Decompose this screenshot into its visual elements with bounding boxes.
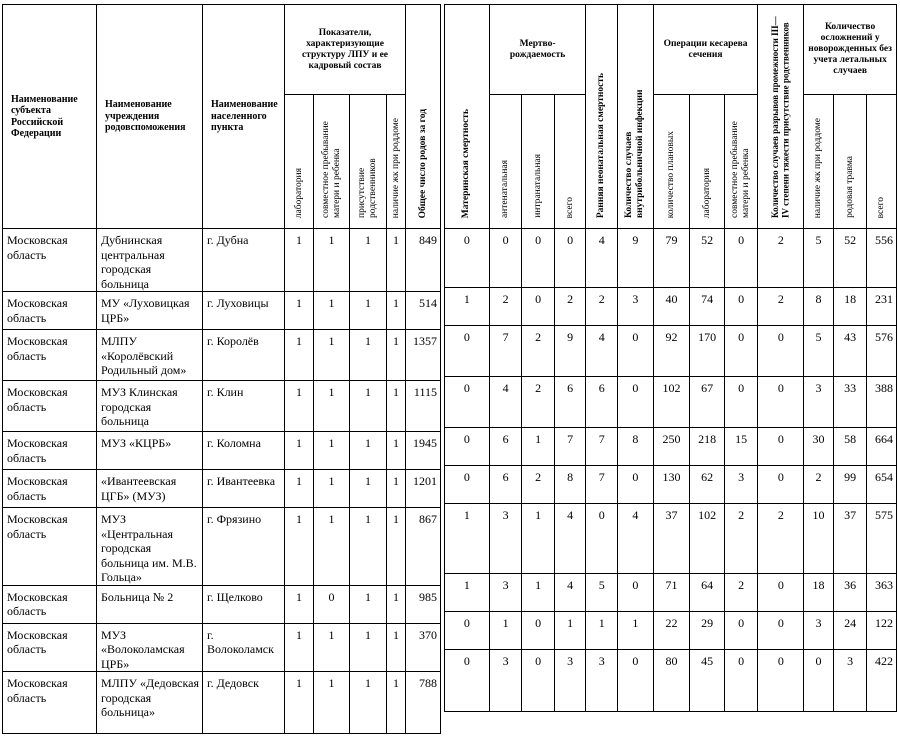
value-cell: 22	[653, 612, 690, 650]
table-row	[3, 381, 441, 432]
table-row	[3, 470, 441, 508]
header-ruptures-cell	[758, 5, 804, 229]
value-cell: 0	[758, 326, 804, 377]
header-lpu-structure: Показатели, характеризующие структуру ЛПУ и ее кадровый состав	[285, 5, 406, 95]
value-cell: 3	[489, 504, 522, 574]
header-total: всего	[564, 196, 575, 218]
locality-cell: г. Дедовск	[203, 672, 285, 734]
value-cell: 2	[586, 288, 618, 326]
subject-cell: Московская область	[3, 585, 97, 623]
value-cell: 43	[833, 326, 867, 377]
value-cell: 556	[867, 229, 897, 288]
value-cell: 4	[586, 326, 618, 377]
value-cell: 250	[653, 428, 690, 466]
value-cell: 0	[445, 612, 490, 650]
value-cell: 1	[445, 288, 490, 326]
value-cell: 0	[445, 229, 490, 288]
value-cell: 0	[724, 288, 758, 326]
value-cell: 2	[522, 326, 555, 377]
value-cell: 1	[522, 504, 555, 574]
births-cell: 514	[406, 292, 441, 330]
value-cell: 1	[285, 585, 314, 623]
value-cell: 74	[690, 288, 725, 326]
value-cell: 0	[758, 466, 804, 504]
table-row	[445, 612, 897, 650]
value-cell: 1	[350, 229, 387, 292]
value-cell: 0	[522, 650, 555, 712]
locality-cell: г. Клин	[203, 381, 285, 432]
value-cell: 2	[758, 229, 804, 288]
value-cell: 36	[833, 574, 867, 612]
header-intranatal: интранатальная	[532, 154, 543, 218]
value-cell: 1	[350, 330, 387, 381]
locality-cell: г. Фрязино	[203, 508, 285, 586]
subject-cell: Московская область	[3, 508, 97, 586]
header-intranatal-cell	[522, 95, 555, 229]
subject-cell: Московская область	[3, 330, 97, 381]
value-cell: 67	[690, 377, 725, 428]
value-cell: 1	[350, 292, 387, 330]
institution-cell: Дубнинская центральная городская больница	[97, 229, 203, 292]
value-cell: 1	[522, 428, 555, 466]
header-relatives: присутствие родственников	[357, 158, 378, 218]
value-cell: 6	[586, 377, 618, 428]
value-cell: 130	[653, 466, 690, 504]
value-cell: 1	[285, 470, 314, 508]
header-joint-cell	[314, 95, 350, 229]
value-cell: 2	[522, 466, 555, 504]
header-infections: Количество случаев внутрибольничной инфекции	[624, 89, 646, 218]
value-cell: 0	[758, 574, 804, 612]
header-subject: Наименование субъекта Российской Федерации	[3, 5, 97, 229]
subject-cell: Московская область	[3, 292, 97, 330]
value-cell: 10	[804, 504, 834, 574]
value-cell: 6	[489, 466, 522, 504]
births-cell: 985	[406, 585, 441, 623]
header-cesarean: Операции кесарева сечения	[653, 5, 758, 95]
value-cell: 1	[387, 470, 406, 508]
header-neonatal-cell	[586, 5, 618, 229]
value-cell: 1	[387, 381, 406, 432]
value-cell: 1	[350, 432, 387, 470]
value-cell: 0	[804, 650, 834, 712]
value-cell: 18	[804, 574, 834, 612]
header-lab-cell	[285, 95, 314, 229]
value-cell: 52	[833, 229, 867, 288]
value-cell: 8	[618, 428, 654, 466]
value-cell: 3	[489, 574, 522, 612]
table-row	[3, 229, 441, 292]
header-complications: Количество осложнений у новорожденных без учета летальных случаев	[804, 5, 897, 95]
value-cell: 1	[285, 508, 314, 586]
value-cell: 3	[554, 650, 586, 712]
value-cell: 218	[690, 428, 725, 466]
left-table	[2, 4, 441, 734]
value-cell: 64	[690, 574, 725, 612]
institution-cell: МУ «Луховицкая ЦРБ»	[97, 292, 203, 330]
header-consult2: наличие жк при роддоме	[813, 117, 824, 218]
value-cell: 1	[314, 508, 350, 586]
births-cell: 788	[406, 672, 441, 734]
institution-cell: МУЗ «Центральная городская больница им. М.В. Гольца»	[97, 508, 203, 586]
value-cell: 1	[314, 381, 350, 432]
value-cell: 1	[314, 623, 350, 672]
value-cell: 71	[653, 574, 690, 612]
value-cell: 1	[285, 292, 314, 330]
value-cell: 3	[724, 466, 758, 504]
subject-cell: Московская область	[3, 470, 97, 508]
header-relatives-cell	[350, 95, 387, 229]
value-cell: 0	[724, 377, 758, 428]
value-cell: 5	[586, 574, 618, 612]
value-cell: 0	[758, 650, 804, 712]
header-joint2: совместное пребывание матери и ребенка	[730, 121, 752, 218]
value-cell: 0	[758, 612, 804, 650]
value-cell: 1	[314, 672, 350, 734]
value-cell: 4	[489, 377, 522, 428]
value-cell: 576	[867, 326, 897, 377]
value-cell: 0	[445, 428, 490, 466]
value-cell: 4	[554, 504, 586, 574]
header-planned: количество плановых	[665, 130, 676, 218]
value-cell: 0	[445, 326, 490, 377]
table-row	[445, 428, 897, 466]
value-cell: 5	[804, 326, 834, 377]
value-cell: 0	[522, 229, 555, 288]
header-planned-cell	[653, 95, 690, 229]
value-cell: 24	[833, 612, 867, 650]
value-cell: 1	[350, 381, 387, 432]
value-cell: 1	[489, 612, 522, 650]
value-cell: 654	[867, 466, 897, 504]
value-cell: 8	[554, 466, 586, 504]
value-cell: 80	[653, 650, 690, 712]
institution-cell: МУЗ Клинская городская больница	[97, 381, 203, 432]
subject-cell: Московская область	[3, 381, 97, 432]
header-total-cell	[554, 95, 586, 229]
value-cell: 33	[833, 377, 867, 428]
table-row	[3, 585, 441, 623]
value-cell: 0	[758, 428, 804, 466]
value-cell: 1	[618, 612, 654, 650]
table-row	[3, 623, 441, 672]
value-cell: 1	[387, 623, 406, 672]
header-joint-stay: совместное пребывание матери и ребенка	[320, 121, 342, 218]
value-cell: 5	[804, 229, 834, 288]
births-cell: 1115	[406, 381, 441, 432]
value-cell: 3	[489, 650, 522, 712]
subject-cell: Московская область	[3, 623, 97, 672]
value-cell: 3	[586, 650, 618, 712]
value-cell: 0	[724, 612, 758, 650]
table-row	[445, 574, 897, 612]
value-cell: 0	[522, 612, 555, 650]
value-cell: 4	[618, 504, 654, 574]
value-cell: 3	[804, 377, 834, 428]
header-births-cell	[406, 5, 441, 229]
value-cell: 0	[618, 377, 654, 428]
header-trauma-cell	[833, 95, 867, 229]
value-cell: 102	[653, 377, 690, 428]
value-cell: 1	[314, 432, 350, 470]
value-cell: 0	[618, 326, 654, 377]
value-cell: 0	[618, 466, 654, 504]
institution-cell: МУЗ «Волоколамская ЦРБ»	[97, 623, 203, 672]
value-cell: 1	[314, 229, 350, 292]
value-cell: 8	[804, 288, 834, 326]
table-row	[3, 672, 441, 734]
value-cell: 0	[724, 650, 758, 712]
value-cell: 4	[554, 574, 586, 612]
value-cell: 0	[445, 377, 490, 428]
value-cell: 7	[489, 326, 522, 377]
value-cell: 1	[586, 612, 618, 650]
table-row	[445, 229, 897, 288]
header-locality: Наименование населенного пункта	[203, 5, 285, 229]
value-cell: 79	[653, 229, 690, 288]
header-stillbirth: Мертво-рождаемость	[489, 5, 586, 95]
value-cell: 1	[314, 292, 350, 330]
table-row	[445, 504, 897, 574]
value-cell: 37	[833, 504, 867, 574]
value-cell: 1	[285, 672, 314, 734]
value-cell: 7	[554, 428, 586, 466]
value-cell: 2	[554, 288, 586, 326]
births-cell: 1357	[406, 330, 441, 381]
value-cell: 40	[653, 288, 690, 326]
value-cell: 0	[489, 229, 522, 288]
value-cell: 0	[522, 288, 555, 326]
value-cell: 170	[690, 326, 725, 377]
header-antenatal-cell	[489, 95, 522, 229]
value-cell: 92	[653, 326, 690, 377]
institution-cell: МУЗ «КЦРБ»	[97, 432, 203, 470]
value-cell: 1	[445, 504, 490, 574]
institution-cell: Больница № 2	[97, 585, 203, 623]
locality-cell: г. Коломна	[203, 432, 285, 470]
institution-cell: «Ивантеевская ЦГБ» (МУЗ)	[97, 470, 203, 508]
value-cell: 99	[833, 466, 867, 504]
locality-cell: г. Луховицы	[203, 292, 285, 330]
table-row	[3, 330, 441, 381]
value-cell: 1	[285, 330, 314, 381]
table-row	[445, 377, 897, 428]
locality-cell: г. Волоколамск	[203, 623, 285, 672]
value-cell: 0	[554, 229, 586, 288]
value-cell: 0	[586, 504, 618, 574]
value-cell: 422	[867, 650, 897, 712]
value-cell: 122	[867, 612, 897, 650]
value-cell: 58	[833, 428, 867, 466]
value-cell: 1	[387, 292, 406, 330]
header-maternal-cell	[445, 5, 490, 229]
value-cell: 2	[758, 504, 804, 574]
value-cell: 29	[690, 612, 725, 650]
header-total2: всего	[876, 196, 887, 218]
value-cell: 1	[314, 470, 350, 508]
value-cell: 1	[387, 585, 406, 623]
value-cell: 1	[445, 574, 490, 612]
births-cell: 1201	[406, 470, 441, 508]
births-cell: 867	[406, 508, 441, 586]
value-cell: 0	[445, 466, 490, 504]
births-cell: 370	[406, 623, 441, 672]
value-cell: 575	[867, 504, 897, 574]
subject-cell: Московская область	[3, 432, 97, 470]
value-cell: 7	[586, 466, 618, 504]
header-maternal: Материнская смертность	[461, 108, 472, 218]
value-cell: 1	[350, 672, 387, 734]
births-cell: 1945	[406, 432, 441, 470]
value-cell: 9	[618, 229, 654, 288]
value-cell: 1	[350, 623, 387, 672]
value-cell: 3	[804, 612, 834, 650]
value-cell: 1	[554, 612, 586, 650]
value-cell: 3	[833, 650, 867, 712]
value-cell: 15	[724, 428, 758, 466]
value-cell: 52	[690, 229, 725, 288]
header-consult: наличие жк при роддоме	[390, 117, 401, 218]
header-births: Общее число родов за год	[417, 108, 428, 218]
value-cell: 1	[285, 229, 314, 292]
value-cell: 2	[522, 377, 555, 428]
value-cell: 0	[618, 650, 654, 712]
value-cell: 1	[387, 229, 406, 292]
value-cell: 3	[618, 288, 654, 326]
locality-cell: г. Щелково	[203, 585, 285, 623]
value-cell: 30	[804, 428, 834, 466]
table-row	[445, 650, 897, 712]
value-cell: 1	[350, 585, 387, 623]
header-ruptures: Количество случаев разрывов промежности III—IV степени тяжести присутствие родственников	[770, 16, 791, 218]
value-cell: 18	[833, 288, 867, 326]
table-row	[445, 326, 897, 377]
header-lab2: лаборатория	[701, 167, 712, 218]
header-joint2-cell	[724, 95, 758, 229]
value-cell: 7	[586, 428, 618, 466]
value-cell: 1	[350, 508, 387, 586]
value-cell: 1	[285, 381, 314, 432]
subject-cell: Московская область	[3, 672, 97, 734]
value-cell: 0	[618, 574, 654, 612]
value-cell: 1	[387, 508, 406, 586]
value-cell: 664	[867, 428, 897, 466]
value-cell: 102	[690, 504, 725, 574]
header-antenatal: антенатальная	[500, 159, 511, 218]
value-cell: 0	[724, 326, 758, 377]
value-cell: 6	[489, 428, 522, 466]
table-row	[445, 288, 897, 326]
right-table	[444, 4, 897, 712]
value-cell: 1	[387, 330, 406, 381]
value-cell: 0	[314, 585, 350, 623]
value-cell: 1	[387, 432, 406, 470]
institution-cell: МЛПУ «Дедовская городская больница»	[97, 672, 203, 734]
header-total2-cell	[867, 95, 897, 229]
table-row	[3, 432, 441, 470]
value-cell: 231	[867, 288, 897, 326]
value-cell: 1	[314, 330, 350, 381]
value-cell: 1	[285, 623, 314, 672]
value-cell: 62	[690, 466, 725, 504]
value-cell: 2	[758, 288, 804, 326]
value-cell: 1	[387, 672, 406, 734]
value-cell: 6	[554, 377, 586, 428]
header-consult2-cell	[804, 95, 834, 229]
value-cell: 1	[285, 432, 314, 470]
header-neonatal: Ранняя неонатальная смертность	[596, 72, 607, 218]
value-cell: 388	[867, 377, 897, 428]
value-cell: 363	[867, 574, 897, 612]
value-cell: 9	[554, 326, 586, 377]
header-lab: лаборатория	[293, 167, 304, 218]
value-cell: 2	[724, 574, 758, 612]
header-infections-cell	[618, 5, 654, 229]
value-cell: 1	[522, 574, 555, 612]
value-cell: 4	[586, 229, 618, 288]
locality-cell: г. Ивантеевка	[203, 470, 285, 508]
value-cell: 0	[758, 377, 804, 428]
header-lab2-cell	[690, 95, 725, 229]
births-cell: 849	[406, 229, 441, 292]
value-cell: 2	[724, 504, 758, 574]
table-row	[3, 508, 441, 586]
header-institution: Наименование учреждения родовспоможения	[97, 5, 203, 229]
value-cell: 2	[804, 466, 834, 504]
value-cell: 1	[350, 470, 387, 508]
value-cell: 45	[690, 650, 725, 712]
locality-cell: г. Дубна	[203, 229, 285, 292]
value-cell: 0	[724, 229, 758, 288]
subject-cell: Московская область	[3, 229, 97, 292]
header-trauma: родовая травма	[844, 156, 855, 218]
table-row	[3, 292, 441, 330]
value-cell: 37	[653, 504, 690, 574]
header-consult-cell	[387, 95, 406, 229]
value-cell: 2	[489, 288, 522, 326]
institution-cell: МЛПУ «Королёвский Родильный дом»	[97, 330, 203, 381]
value-cell: 0	[445, 650, 490, 712]
locality-cell: г. Королёв	[203, 330, 285, 381]
table-row	[445, 466, 897, 504]
